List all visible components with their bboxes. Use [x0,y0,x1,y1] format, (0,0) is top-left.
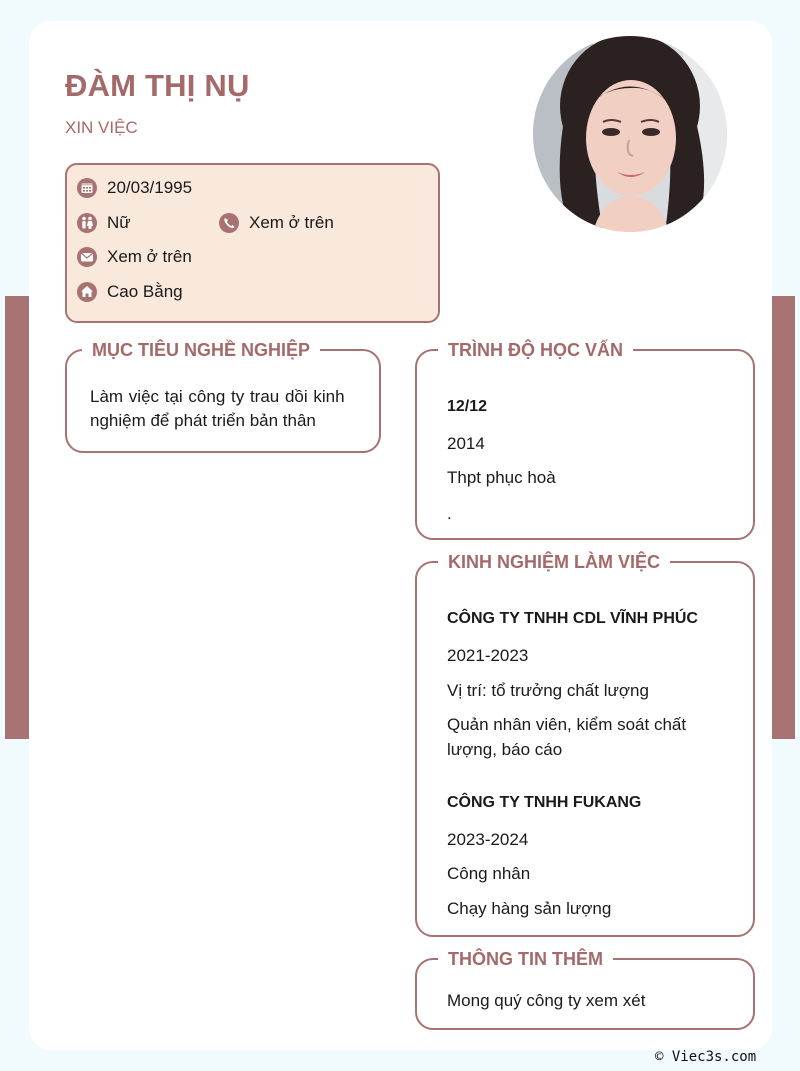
job-1-company: CÔNG TY TNHH CDL VĨNH PHÚC [447,610,698,627]
extra-info-text: Mong quý công ty xem xét [447,991,646,1010]
job-2-role: Công nhân [447,864,531,883]
candidate-name: ĐÀM THỊ NỤ [65,68,250,103]
left-accent-band [5,296,29,739]
copyright-footer: © Viec3s.com [655,1049,757,1065]
education-note: . [447,504,452,523]
extra-info-title: THÔNG TIN THÊM [438,947,613,971]
education-school: Thpt phục hoà [447,468,556,487]
extra-info-section [415,949,755,1030]
experience-section [415,552,755,937]
phone-icon [219,213,239,233]
address-text: Cao Bằng [107,282,183,301]
objective-line-2: nghiệm để phát triển bản thân [90,411,316,430]
education-degree: 12/12 [447,398,488,415]
birthday-text: 20/03/1995 [107,178,193,197]
job-1-role: Vị trí: tổ trưởng chất lượng [447,681,649,700]
calendar-icon [77,178,97,198]
email-text: Xem ở trên [107,247,192,266]
gender-icon [77,213,97,233]
job-1-period: 2021-2023 [447,646,529,665]
job-2-description-line-1: Chạy hàng sản lượng [447,899,612,918]
job-2-period: 2023-2024 [447,830,529,849]
objective-line-1: Làm việc tại công ty trau dồi kinh [90,387,345,406]
profile-photo [533,36,727,232]
experience-title: KINH NGHIỆM LÀM VIỆC [438,550,670,574]
education-section [415,340,755,540]
phone-text: Xem ở trên [249,213,334,232]
right-accent-band [772,296,795,739]
gender-text: Nữ [107,213,131,232]
job-1-description-line-2: lượng, báo cáo [447,740,563,759]
education-year: 2014 [447,434,485,453]
education-title: TRÌNH ĐỘ HỌC VẤN [438,338,633,362]
mail-icon [77,247,97,267]
applied-position: XIN VIỆC [65,118,138,137]
objective-title: MỤC TIÊU NGHỀ NGHIỆP [82,338,320,362]
home-icon [77,282,97,302]
objective-section [65,340,381,453]
job-1-description-line-1: Quản nhân viên, kiểm soát chất [447,715,687,734]
contact-info-box [65,163,440,323]
job-2-company: CÔNG TY TNHH FUKANG [447,794,642,811]
